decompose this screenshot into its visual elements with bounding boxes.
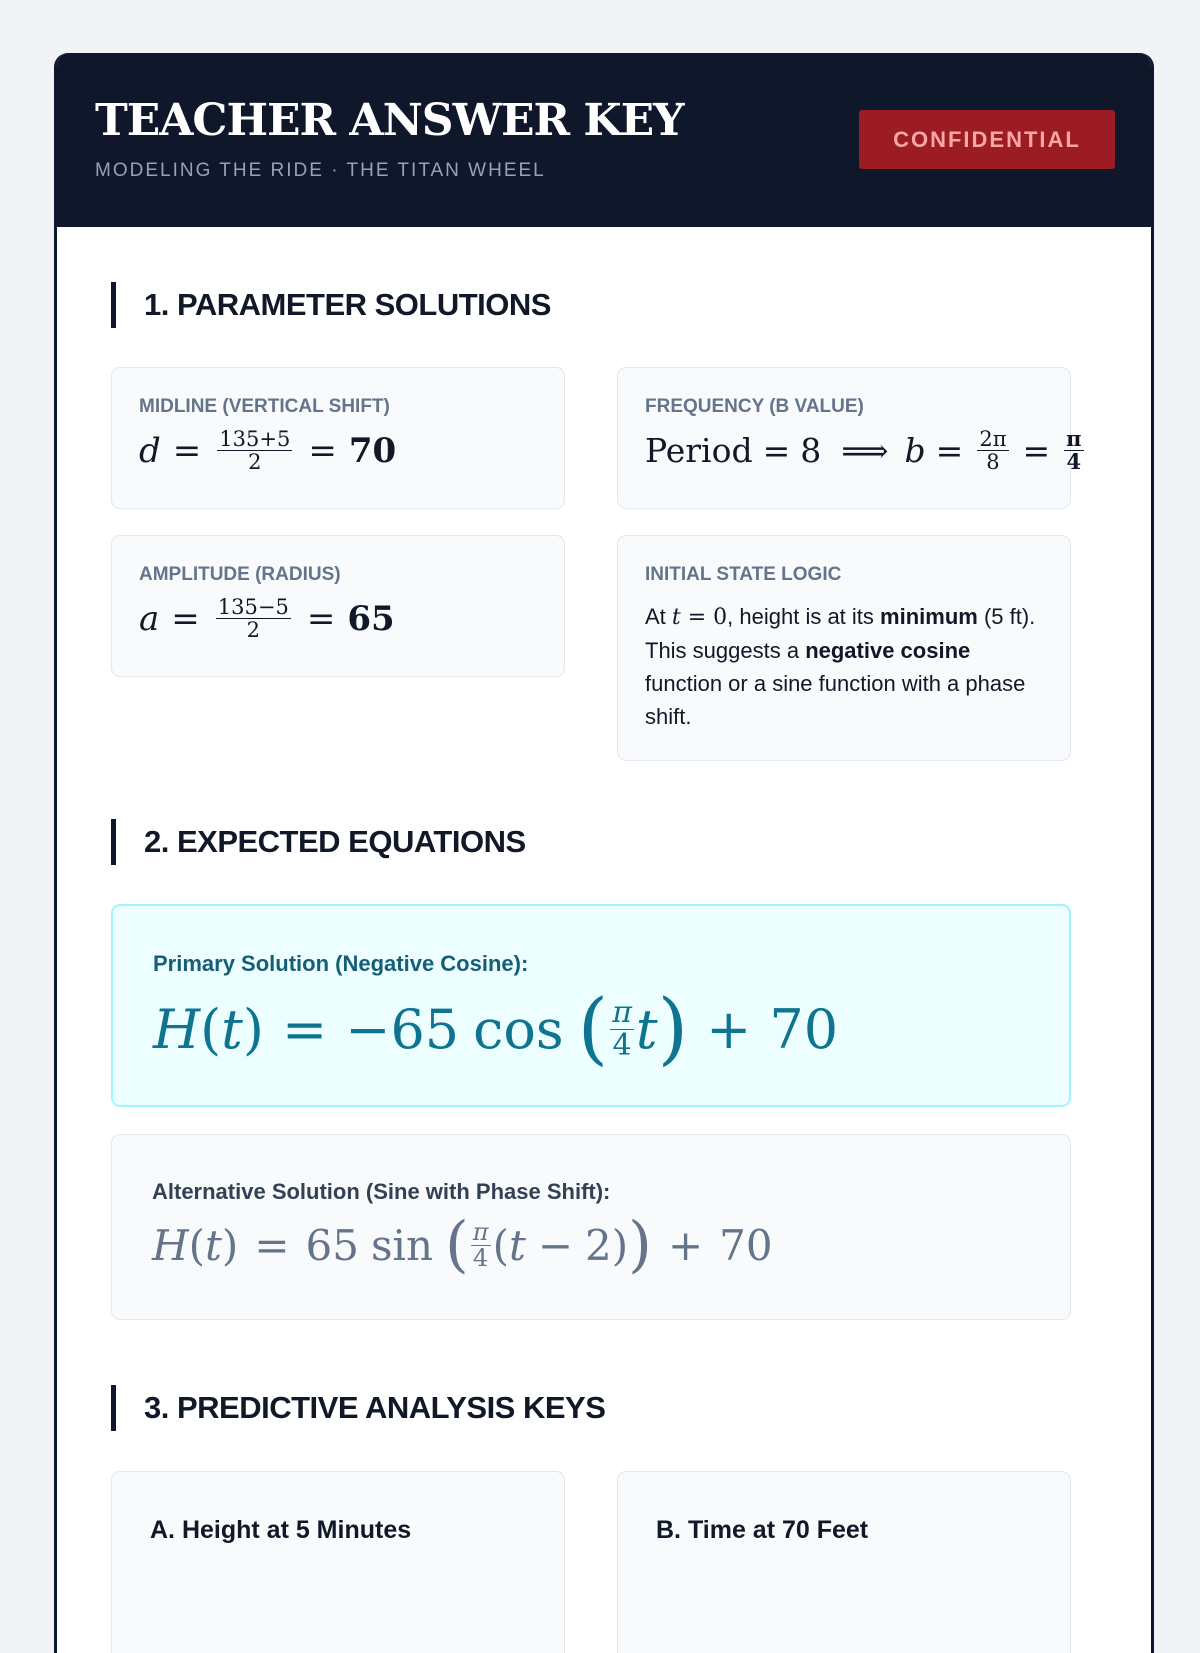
primary-fn: H xyxy=(153,997,201,1061)
amplitude-var: a xyxy=(139,598,160,639)
primary-solution-label: Primary Solution (Negative Cosine): xyxy=(153,951,529,976)
page-title: TEACHER ANSWER KEY xyxy=(95,95,684,146)
key-title-a: A. Height at 5 Minutes xyxy=(150,1516,412,1544)
primary-eq: = xyxy=(281,997,328,1061)
frequency-fraction-1 xyxy=(977,428,1008,473)
alt-frac-den: 4 xyxy=(473,1243,489,1272)
answer-key-sheet xyxy=(54,53,1154,1653)
initial-text-2: , height is at its xyxy=(727,604,881,629)
alternative-solution-card xyxy=(111,1134,1071,1320)
frequency-fraction-2 xyxy=(1064,428,1083,473)
alt-fraction xyxy=(471,1217,491,1272)
initial-state-card xyxy=(617,535,1071,761)
midline-eq: = xyxy=(172,430,202,471)
amplitude-eq: = xyxy=(171,598,200,639)
midline-formula xyxy=(139,428,396,473)
initial-bold-minimum: minimum xyxy=(880,604,978,629)
midline-card xyxy=(111,367,565,509)
frequency-formula: Period = 8 ⟹ b = $\frac{2\pi}{8}$ = $\frac{\pi}{4}$ xyxy=(645,426,1082,475)
alt-arg: t xyxy=(205,1220,222,1270)
key-card-height-5-minutes xyxy=(111,1471,565,1653)
header xyxy=(57,53,1151,227)
amplitude-fraction xyxy=(216,596,291,641)
primary-frac-num: π xyxy=(612,995,632,1031)
alt-plus: + xyxy=(667,1220,704,1270)
midline-eq-2: = xyxy=(308,430,337,471)
primary-var: t xyxy=(635,997,658,1061)
midline-numerator: 135+5 xyxy=(219,427,291,451)
alt-shift: 2 xyxy=(585,1220,612,1270)
amplitude-formula xyxy=(139,596,395,641)
primary-const: 70 xyxy=(769,997,839,1061)
midline-denominator: 2 xyxy=(248,450,262,475)
frequency-label: FREQUENCY (B VALUE) xyxy=(645,396,864,417)
amplitude-denominator: 2 xyxy=(246,618,260,643)
initial-state-text xyxy=(645,600,1045,733)
frequency-num-1: 2π xyxy=(979,427,1007,451)
initial-text-4: function or a sine function with a phase shift. xyxy=(645,671,1026,729)
alt-minus: − xyxy=(537,1220,574,1270)
frequency-den-2: 4 xyxy=(1066,449,1082,475)
alternative-equation: H ( t ) = 65 sin ( $\frac{\pi}{4}$ ( t − 2 ) ) + 70 xyxy=(152,1209,773,1280)
midline-result: 70 xyxy=(348,430,397,471)
primary-arg: t xyxy=(221,997,243,1061)
initial-t-var: t xyxy=(671,605,681,630)
amplitude-card xyxy=(111,535,565,677)
amplitude-eq-2: = xyxy=(306,598,336,639)
primary-frac-den: 4 xyxy=(612,1027,632,1063)
period-value: 8 xyxy=(800,431,822,471)
amplitude-result: 65 xyxy=(347,598,395,639)
primary-fraction xyxy=(610,997,634,1061)
alt-var: t xyxy=(508,1220,526,1270)
alt-const: 70 xyxy=(719,1220,773,1270)
primary-solution-card xyxy=(111,904,1071,1107)
primary-func: cos xyxy=(473,997,564,1061)
alt-frac-num: π xyxy=(472,1217,489,1246)
primary-coef: −65 xyxy=(345,997,460,1061)
page-subtitle: MODELING THE RIDE · THE TITAN WHEEL xyxy=(95,160,546,181)
primary-plus: + xyxy=(706,997,752,1061)
midline-label: MIDLINE (VERTICAL SHIFT) xyxy=(139,396,390,417)
section-heading-predictive: 3. PREDICTIVE ANALYSIS KEYS xyxy=(111,1385,605,1431)
period-word: Period xyxy=(645,431,753,471)
amplitude-label: AMPLITUDE (RADIUS) xyxy=(139,564,341,585)
frequency-card xyxy=(617,367,1082,509)
section-heading-equations: 2. EXPECTED EQUATIONS xyxy=(111,819,526,865)
primary-equation: H ( t ) = −65 cos ( $\frac{\pi}{4}$ t ) + 70 xyxy=(153,983,839,1074)
frequency-var: b xyxy=(904,431,926,471)
alt-func: sin xyxy=(370,1220,434,1270)
amplitude-numerator: 135−5 xyxy=(217,595,289,619)
section-heading-parameters: 1. PARAMETER SOLUTIONS xyxy=(111,282,551,328)
frequency-num-2: π xyxy=(1066,426,1082,451)
initial-t-value: = 0 xyxy=(680,605,728,630)
key-card-time-70-feet xyxy=(617,1471,1071,1653)
alt-fn: H xyxy=(152,1220,189,1270)
frequency-den-1: 8 xyxy=(986,450,1000,475)
confidential-badge: CONFIDENTIAL xyxy=(859,110,1115,169)
initial-state-label: INITIAL STATE LOGIC xyxy=(645,564,842,585)
alternative-solution-label: Alternative Solution (Sine with Phase Shift): xyxy=(152,1179,611,1204)
initial-bold-negative-cosine: negative cosine xyxy=(805,638,971,663)
alt-coef: 65 xyxy=(305,1220,359,1270)
initial-text-1: At xyxy=(645,604,672,629)
midline-var: d xyxy=(139,430,161,471)
alt-eq: = xyxy=(254,1220,290,1270)
initial-text-3: (5 ft). This suggests a xyxy=(645,604,1036,663)
midline-fraction xyxy=(217,428,292,473)
implies-symbol: ⟹ xyxy=(841,431,889,471)
key-title-b: B. Time at 70 Feet xyxy=(656,1516,869,1544)
